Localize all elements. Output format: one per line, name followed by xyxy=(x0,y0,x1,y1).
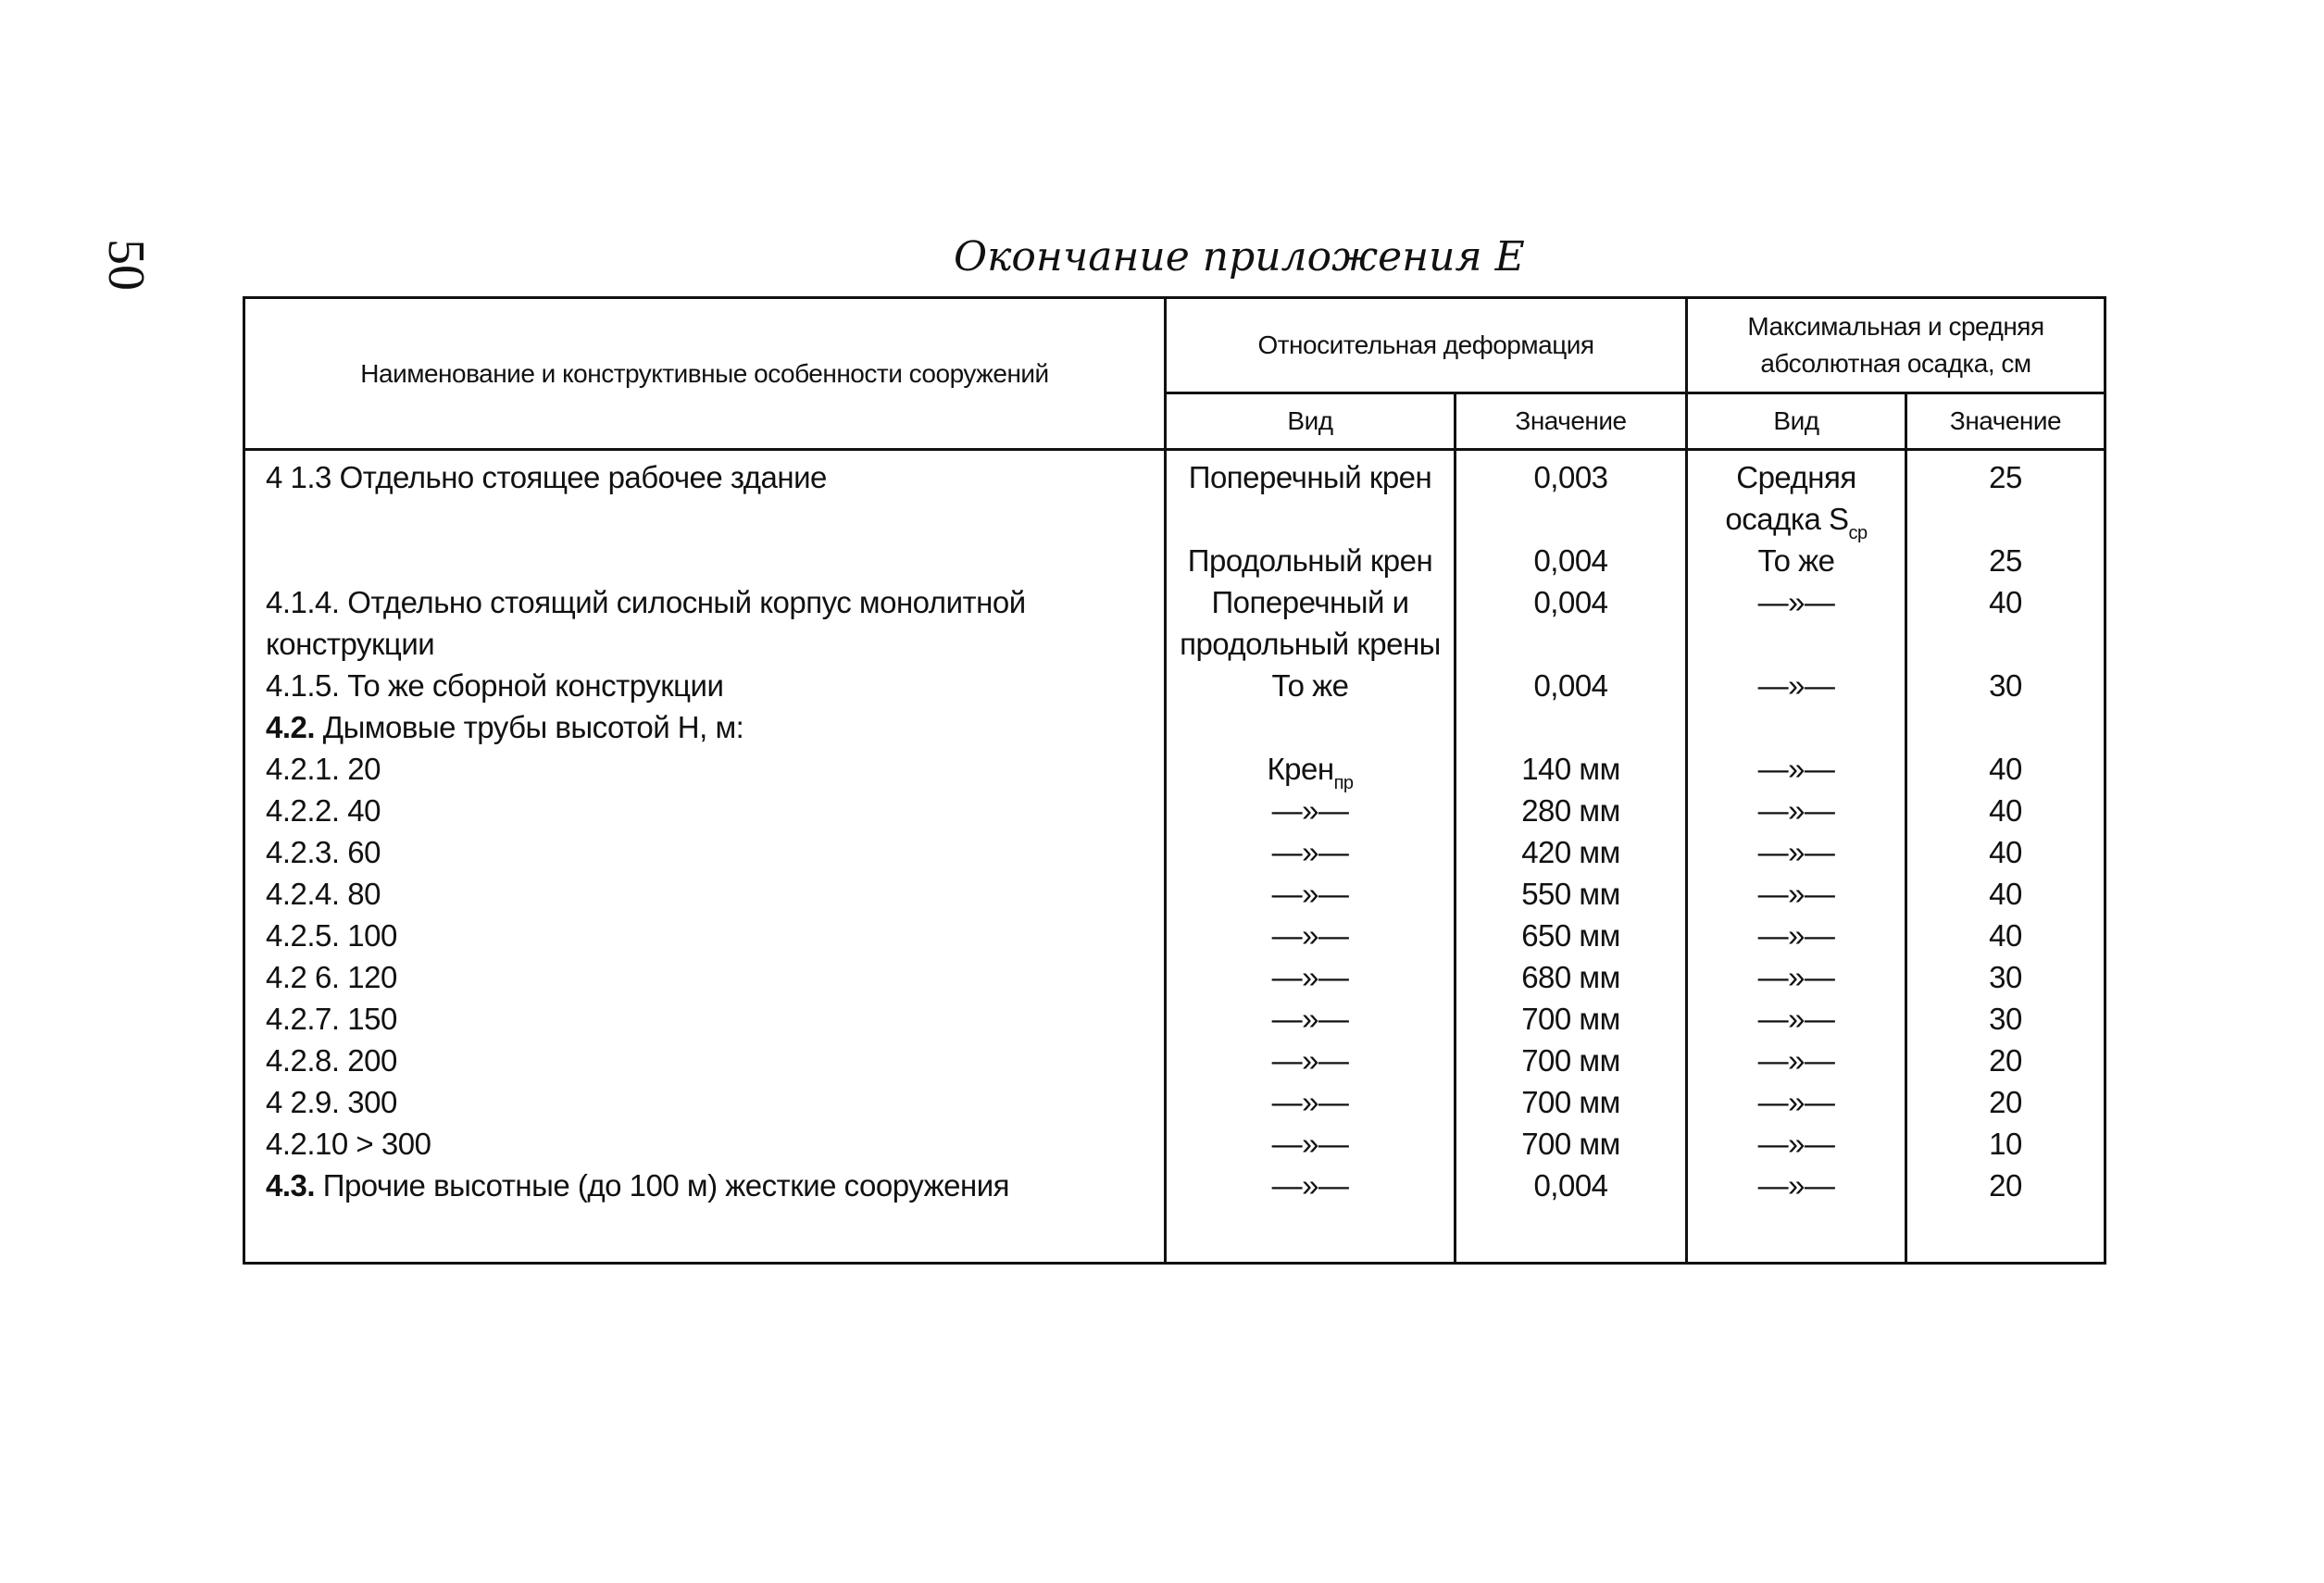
deformation-table xyxy=(243,296,2106,1265)
row-name-text: 4.2.2. 40 xyxy=(266,793,381,828)
deformation-type-text: —»— xyxy=(1271,1002,1349,1036)
table-row xyxy=(244,540,2105,581)
cell-deformation-type xyxy=(1166,665,1456,706)
settlement-type-text: —»— xyxy=(1757,1085,1835,1119)
cell-deformation-value: 140 мм xyxy=(1456,748,1687,790)
settlement-type-text: —»— xyxy=(1757,1127,1835,1161)
table-row xyxy=(244,581,2105,665)
empty-cell xyxy=(1687,1206,1906,1264)
cell-name xyxy=(244,665,1166,706)
cell-deformation-value xyxy=(1456,706,1687,748)
cell-name xyxy=(244,581,1166,665)
cell-name xyxy=(244,873,1166,915)
settlement-type-text: —»— xyxy=(1757,585,1835,619)
deformation-type-text: —»— xyxy=(1271,1168,1349,1203)
cell-name xyxy=(244,748,1166,790)
table-header xyxy=(244,298,2105,450)
cell-settlement-value: 40 xyxy=(1906,790,2105,831)
cell-deformation-value: 550 мм xyxy=(1456,873,1687,915)
settlement-type-text: —»— xyxy=(1757,877,1835,911)
row-name-text: 4 1.3 Отдельно стоящее рабочее здание xyxy=(266,460,827,494)
row-name-text: 4.2.10 > 300 xyxy=(266,1127,431,1161)
table-row xyxy=(244,873,2105,915)
row-name-text: 4.2.3. 60 xyxy=(266,835,381,869)
deformation-type-text: —»— xyxy=(1271,1127,1349,1161)
header-relative-deformation: Относительная деформация xyxy=(1166,298,1687,393)
row-name-text: 4.1.5. То же сборной конструкции xyxy=(266,668,724,703)
cell-deformation-type xyxy=(1166,748,1456,793)
deformation-type-text: Крен xyxy=(1267,752,1334,786)
cell-name xyxy=(244,1165,1166,1206)
cell-deformation-value: 0,004 xyxy=(1456,665,1687,706)
cell-deformation-type xyxy=(1166,956,1456,998)
cell-name xyxy=(244,1081,1166,1123)
cell-settlement-type xyxy=(1687,581,1906,665)
table-row xyxy=(244,1040,2105,1081)
cell-deformation-value: 700 мм xyxy=(1456,1040,1687,1081)
cell-deformation-value: 0,004 xyxy=(1456,1165,1687,1206)
cell-settlement-type xyxy=(1687,1040,1906,1081)
row-name-text: 4 2.9. 300 xyxy=(266,1085,397,1119)
cell-deformation-type xyxy=(1166,1081,1456,1123)
row-name-text: 4.2.8. 200 xyxy=(266,1043,397,1078)
cell-deformation-type xyxy=(1166,706,1456,748)
cell-deformation-value: 700 мм xyxy=(1456,1081,1687,1123)
settlement-type-text: —»— xyxy=(1757,835,1835,869)
cell-settlement-type xyxy=(1687,1123,1906,1165)
cell-deformation-value: 700 мм xyxy=(1456,1123,1687,1165)
cell-settlement-value xyxy=(1906,706,2105,748)
settlement-type-text: —»— xyxy=(1757,1002,1835,1036)
row-name-text: Прочие высотные (до 100 м) жесткие сооружения xyxy=(322,1168,1010,1203)
cell-deformation-type xyxy=(1166,1165,1456,1206)
cell-deformation-type xyxy=(1166,1040,1456,1081)
cell-deformation-value: 0,004 xyxy=(1456,540,1687,581)
table-row xyxy=(244,790,2105,831)
table-row xyxy=(244,998,2105,1040)
cell-name xyxy=(244,915,1166,956)
settlement-type-text: —»— xyxy=(1757,1168,1835,1203)
table-row xyxy=(244,1081,2105,1123)
cell-settlement-value: 20 xyxy=(1906,1040,2105,1081)
cell-settlement-value: 40 xyxy=(1906,915,2105,956)
table-row xyxy=(244,665,2105,706)
section-number: 4.2. xyxy=(266,710,316,744)
cell-deformation-type xyxy=(1166,1123,1456,1165)
settlement-type-text: —»— xyxy=(1757,793,1835,828)
deformation-type-text: Поперечный крен xyxy=(1188,460,1432,494)
deformation-type-text: —»— xyxy=(1271,918,1349,953)
header-settlement-value: Значение xyxy=(1906,393,2105,450)
caption-text: Окончание приложения Е xyxy=(954,233,1525,280)
cell-settlement-type xyxy=(1687,915,1906,956)
cell-settlement-value: 30 xyxy=(1906,998,2105,1040)
table-row xyxy=(244,1123,2105,1165)
row-name-text: 4.1.4. Отдельно стоящий силосный корпус монолитной конструкции xyxy=(266,585,1026,661)
cell-deformation-value: 280 мм xyxy=(1456,790,1687,831)
deformation-type-text: Продольный крен xyxy=(1187,543,1433,578)
cell-deformation-type xyxy=(1166,790,1456,831)
deformation-type-text: Поперечный и продольный крены xyxy=(1180,585,1441,661)
cell-settlement-type xyxy=(1687,1081,1906,1123)
cell-settlement-value: 30 xyxy=(1906,665,2105,706)
cell-settlement-value: 40 xyxy=(1906,581,2105,665)
cell-name xyxy=(244,956,1166,998)
empty-cell xyxy=(1456,1206,1687,1264)
cell-deformation-value: 650 мм xyxy=(1456,915,1687,956)
cell-settlement-value: 20 xyxy=(1906,1165,2105,1206)
cell-settlement-value: 40 xyxy=(1906,873,2105,915)
cell-settlement-type xyxy=(1687,540,1906,581)
row-name-text: 4.2.1. 20 xyxy=(266,752,381,786)
cell-settlement-value: 25 xyxy=(1906,450,2105,541)
section-number: 4.3. xyxy=(266,1168,316,1203)
table-row xyxy=(244,706,2105,748)
table-row xyxy=(244,450,2105,541)
cell-settlement-type xyxy=(1687,831,1906,873)
cell-name xyxy=(244,831,1166,873)
row-name-text: 4.2.7. 150 xyxy=(266,1002,397,1036)
cell-deformation-type xyxy=(1166,581,1456,665)
cell-deformation-type xyxy=(1166,915,1456,956)
table-body xyxy=(244,450,2105,1264)
cell-settlement-type xyxy=(1687,956,1906,998)
settlement-type-text: Средняя осадка S xyxy=(1725,460,1856,536)
table-row-padding xyxy=(244,1206,2105,1264)
cell-settlement-value: 10 xyxy=(1906,1123,2105,1165)
deformation-type-text: —»— xyxy=(1271,1043,1349,1078)
settlement-type-subscript: ср xyxy=(1848,523,1868,543)
table-row xyxy=(244,915,2105,956)
cell-deformation-value: 0,003 xyxy=(1456,450,1687,541)
header-deformation-value: Значение xyxy=(1456,393,1687,450)
cell-settlement-type xyxy=(1687,1165,1906,1206)
cell-deformation-type xyxy=(1166,873,1456,915)
cell-deformation-type xyxy=(1166,831,1456,873)
deformation-type-text: —»— xyxy=(1271,1085,1349,1119)
header-name: Наименование и конструктивные особенности сооружений xyxy=(244,298,1166,450)
empty-cell xyxy=(244,1206,1166,1264)
table-row xyxy=(244,831,2105,873)
cell-settlement-type xyxy=(1687,790,1906,831)
header-settlement-type: Вид xyxy=(1687,393,1906,450)
cell-deformation-type xyxy=(1166,998,1456,1040)
deformation-type-text: —»— xyxy=(1271,877,1349,911)
settlement-type-text: —»— xyxy=(1757,668,1835,703)
cell-name xyxy=(244,1123,1166,1165)
table-row xyxy=(244,748,2105,790)
settlement-type-text: —»— xyxy=(1757,1043,1835,1078)
cell-name xyxy=(244,450,1166,541)
cell-deformation-value: 680 мм xyxy=(1456,956,1687,998)
cell-settlement-value: 30 xyxy=(1906,956,2105,998)
cell-name xyxy=(244,540,1166,581)
cell-name xyxy=(244,1040,1166,1081)
cell-settlement-value: 40 xyxy=(1906,748,2105,790)
row-name-text: 4.2.4. 80 xyxy=(266,877,381,911)
deformation-type-text: —»— xyxy=(1271,793,1349,828)
cell-name xyxy=(244,790,1166,831)
table-row xyxy=(244,1165,2105,1206)
cell-name xyxy=(244,998,1166,1040)
cell-settlement-type xyxy=(1687,665,1906,706)
deformation-type-text: То же xyxy=(1271,668,1349,703)
header-deformation-type: Вид xyxy=(1166,393,1456,450)
row-name-text: Дымовые трубы высотой Н, м: xyxy=(322,710,744,744)
cell-settlement-type xyxy=(1687,706,1906,748)
row-name-text: 4.2 6. 120 xyxy=(266,960,397,994)
cell-deformation-type xyxy=(1166,450,1456,541)
cell-deformation-type xyxy=(1166,540,1456,581)
cell-deformation-value: 420 мм xyxy=(1456,831,1687,873)
empty-cell xyxy=(1906,1206,2105,1264)
settlement-type-text: —»— xyxy=(1757,752,1835,786)
page-number: 50 xyxy=(97,239,155,291)
cell-settlement-type xyxy=(1687,873,1906,915)
cell-settlement-value: 20 xyxy=(1906,1081,2105,1123)
cell-settlement-type xyxy=(1687,748,1906,790)
row-name-text: 4.2.5. 100 xyxy=(266,918,397,953)
cell-settlement-type xyxy=(1687,450,1906,541)
table-row xyxy=(244,956,2105,998)
settlement-type-text: То же xyxy=(1757,543,1835,578)
settlement-type-text: —»— xyxy=(1757,918,1835,953)
cell-settlement-value: 40 xyxy=(1906,831,2105,873)
deformation-type-subscript: пр xyxy=(1333,773,1354,793)
cell-settlement-value: 25 xyxy=(1906,540,2105,581)
cell-deformation-value: 0,004 xyxy=(1456,581,1687,665)
cell-deformation-value: 700 мм xyxy=(1456,998,1687,1040)
empty-cell xyxy=(1166,1206,1456,1264)
deformation-type-text: —»— xyxy=(1271,960,1349,994)
header-absolute-settlement: Максимальная и средняя абсолютная осадка, см xyxy=(1687,298,2105,393)
cell-settlement-type xyxy=(1687,998,1906,1040)
deformation-type-text: —»— xyxy=(1271,835,1349,869)
cell-name xyxy=(244,706,1166,748)
settlement-type-text: —»— xyxy=(1757,960,1835,994)
